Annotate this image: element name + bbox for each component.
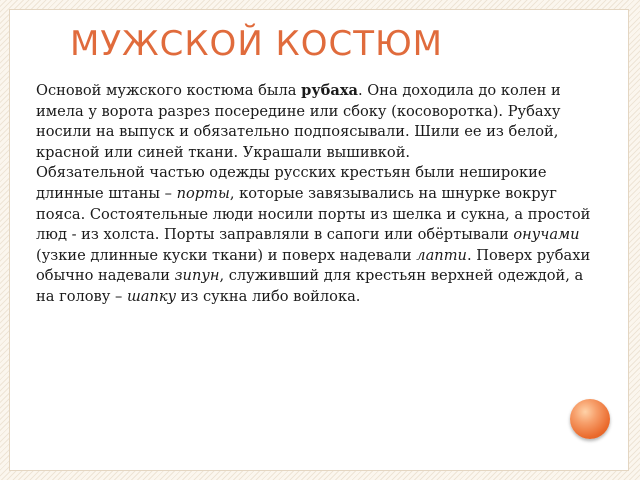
bold-term: рубаха [301, 82, 359, 99]
italic-term: лапти [416, 246, 467, 264]
text-run: из сукна либо войлока. [176, 287, 361, 305]
text-run: Обязательной частью одежды русских крестьян были неширокие длинные штаны – [36, 164, 547, 202]
italic-term: шапку [126, 287, 177, 305]
text-run: (узкие длинные куски ткани) и поверх надевали [36, 246, 417, 264]
paragraph-trousers [36, 163, 602, 307]
italic-term: онучами [513, 226, 580, 244]
decorative-orb-icon [570, 399, 610, 439]
paragraph-shirt [36, 81, 602, 163]
text-run: , которые завязывались на шнурке вокруг пояса. Состоятельные люди носили порты из шелка и сукна, а простой люд - из холста. Порты заправляли в сапоги или обёртывали [36, 184, 591, 244]
text-run: . Поверх рубахи обычно надевали [36, 246, 591, 285]
italic-term: зипун [174, 267, 220, 285]
italic-term: порты [176, 184, 230, 202]
slide-body [36, 81, 602, 308]
slide-title: МУЖСКОЙ КОСТЮМ [70, 24, 444, 64]
text-run: Основой мужского костюма была [36, 82, 302, 99]
text-run: , служивший для крестьян верхней одеждой, а на голову – [36, 267, 584, 305]
text-run: . Она доходила до колен и имела у ворота разрез посередине или сбоку (косоворотка). Рубаху носили на выпуск и обязательно подпоясывали. Шили ее из белой, красной или синей ткани. Украшали вышивкой. [36, 82, 561, 161]
